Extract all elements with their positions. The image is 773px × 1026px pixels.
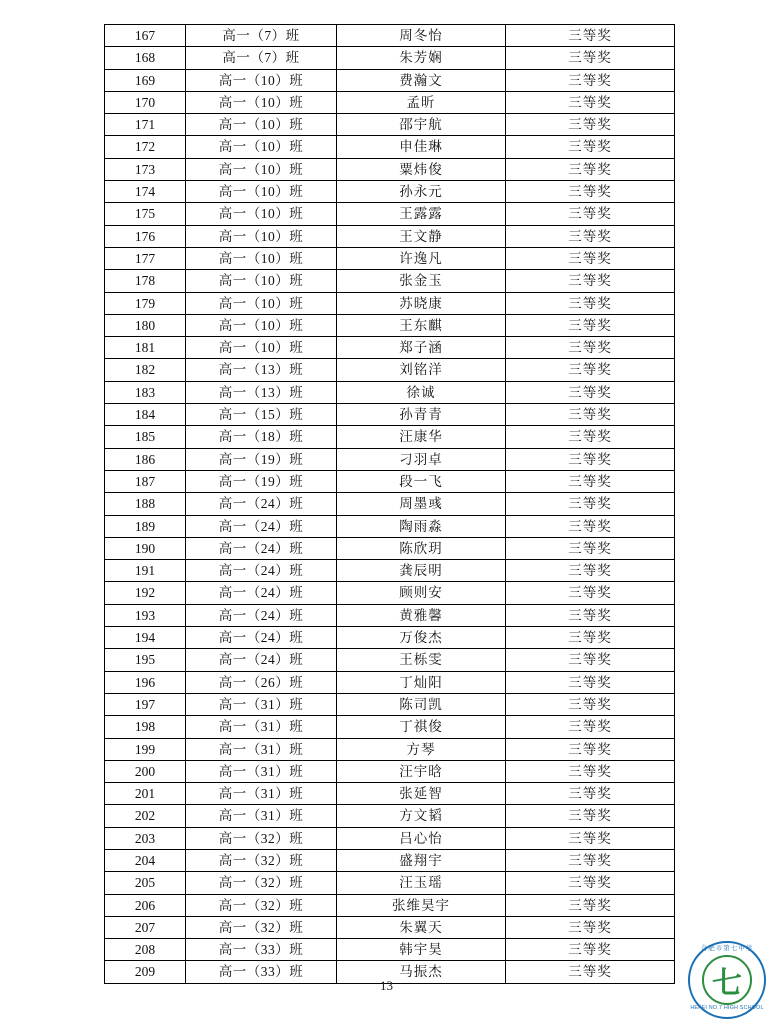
cell-class: 高一（31）班 <box>186 760 337 782</box>
cell-class: 高一（10）班 <box>186 247 337 269</box>
cell-class: 高一（24）班 <box>186 537 337 559</box>
cell-class: 高一（10）班 <box>186 91 337 113</box>
table-row <box>105 716 675 738</box>
cell-name: 张维昊宇 <box>337 894 506 916</box>
cell-number: 190 <box>105 537 186 559</box>
cell-number: 179 <box>105 292 186 314</box>
cell-name: 许逸凡 <box>337 247 506 269</box>
cell-class: 高一（24）班 <box>186 493 337 515</box>
cell-class: 高一（15）班 <box>186 404 337 426</box>
cell-award: 三等奖 <box>506 671 675 693</box>
table-row <box>105 337 675 359</box>
cell-name: 陈司凯 <box>337 693 506 715</box>
cell-number: 175 <box>105 203 186 225</box>
cell-number: 206 <box>105 894 186 916</box>
table-row <box>105 136 675 158</box>
cell-class: 高一（10）班 <box>186 136 337 158</box>
table-row <box>105 114 675 136</box>
cell-name: 刁羽卓 <box>337 448 506 470</box>
cell-name: 汪康华 <box>337 426 506 448</box>
cell-award: 三等奖 <box>506 381 675 403</box>
cell-name: 徐诚 <box>337 381 506 403</box>
cell-number: 176 <box>105 225 186 247</box>
cell-number: 191 <box>105 560 186 582</box>
cell-award: 三等奖 <box>506 136 675 158</box>
table-row <box>105 91 675 113</box>
cell-class: 高一（7）班 <box>186 25 337 47</box>
table-row <box>105 426 675 448</box>
cell-name: 孙永元 <box>337 181 506 203</box>
cell-award: 三等奖 <box>506 203 675 225</box>
cell-number: 200 <box>105 760 186 782</box>
cell-award: 三等奖 <box>506 693 675 715</box>
table-row <box>105 470 675 492</box>
cell-number: 185 <box>105 426 186 448</box>
table-row <box>105 916 675 938</box>
table-row <box>105 582 675 604</box>
cell-class: 高一（24）班 <box>186 649 337 671</box>
cell-name: 朱翼天 <box>337 916 506 938</box>
award-list-body <box>105 25 675 984</box>
cell-class: 高一（31）班 <box>186 716 337 738</box>
cell-class: 高一（33）班 <box>186 939 337 961</box>
cell-class: 高一（13）班 <box>186 381 337 403</box>
cell-award: 三等奖 <box>506 404 675 426</box>
table-row <box>105 627 675 649</box>
cell-award: 三等奖 <box>506 292 675 314</box>
cell-award: 三等奖 <box>506 537 675 559</box>
cell-number: 209 <box>105 961 186 983</box>
cell-number: 198 <box>105 716 186 738</box>
cell-award: 三等奖 <box>506 359 675 381</box>
cell-number: 189 <box>105 515 186 537</box>
cell-class: 高一（19）班 <box>186 448 337 470</box>
cell-award: 三等奖 <box>506 158 675 180</box>
cell-class: 高一（10）班 <box>186 181 337 203</box>
cell-class: 高一（24）班 <box>186 627 337 649</box>
cell-class: 高一（31）班 <box>186 738 337 760</box>
cell-name: 申佳琳 <box>337 136 506 158</box>
cell-number: 171 <box>105 114 186 136</box>
award-list-table <box>104 24 675 984</box>
cell-award: 三等奖 <box>506 114 675 136</box>
cell-award: 三等奖 <box>506 760 675 782</box>
table-row <box>105 872 675 894</box>
cell-name: 邵宇航 <box>337 114 506 136</box>
cell-number: 182 <box>105 359 186 381</box>
table-row <box>105 939 675 961</box>
cell-number: 187 <box>105 470 186 492</box>
seal-glyph-icon: 七 <box>712 967 742 1000</box>
cell-class: 高一（10）班 <box>186 314 337 336</box>
cell-number: 174 <box>105 181 186 203</box>
cell-class: 高一（24）班 <box>186 515 337 537</box>
cell-number: 167 <box>105 25 186 47</box>
cell-award: 三等奖 <box>506 738 675 760</box>
table-row <box>105 381 675 403</box>
table-row <box>105 404 675 426</box>
cell-name: 黄雅馨 <box>337 604 506 626</box>
cell-name: 马振杰 <box>337 961 506 983</box>
table-row <box>105 270 675 292</box>
cell-award: 三等奖 <box>506 225 675 247</box>
cell-number: 203 <box>105 827 186 849</box>
cell-award: 三等奖 <box>506 805 675 827</box>
table-row <box>105 359 675 381</box>
cell-number: 204 <box>105 849 186 871</box>
cell-name: 粟炜俊 <box>337 158 506 180</box>
table-row <box>105 849 675 871</box>
cell-name: 方琴 <box>337 738 506 760</box>
cell-class: 高一（10）班 <box>186 69 337 91</box>
cell-name: 孟昕 <box>337 91 506 113</box>
cell-award: 三等奖 <box>506 493 675 515</box>
cell-number: 173 <box>105 158 186 180</box>
cell-class: 高一（10）班 <box>186 292 337 314</box>
cell-class: 高一（26）班 <box>186 671 337 693</box>
table-row <box>105 314 675 336</box>
cell-class: 高一（31）班 <box>186 693 337 715</box>
table-row <box>105 203 675 225</box>
cell-award: 三等奖 <box>506 47 675 69</box>
cell-name: 周墨彧 <box>337 493 506 515</box>
cell-number: 208 <box>105 939 186 961</box>
cell-class: 高一（24）班 <box>186 560 337 582</box>
cell-class: 高一（31）班 <box>186 783 337 805</box>
table-row <box>105 894 675 916</box>
cell-class: 高一（10）班 <box>186 337 337 359</box>
cell-number: 201 <box>105 783 186 805</box>
cell-name: 丁灿阳 <box>337 671 506 693</box>
cell-award: 三等奖 <box>506 961 675 983</box>
cell-award: 三等奖 <box>506 894 675 916</box>
cell-award: 三等奖 <box>506 247 675 269</box>
cell-class: 高一（24）班 <box>186 604 337 626</box>
cell-name: 吕心怡 <box>337 827 506 849</box>
cell-name: 汪玉瑶 <box>337 872 506 894</box>
cell-award: 三等奖 <box>506 827 675 849</box>
cell-name: 丁祺俊 <box>337 716 506 738</box>
cell-number: 205 <box>105 872 186 894</box>
cell-class: 高一（10）班 <box>186 158 337 180</box>
table-row <box>105 783 675 805</box>
table-row <box>105 448 675 470</box>
table-row <box>105 671 675 693</box>
cell-name: 周冬怡 <box>337 25 506 47</box>
cell-name: 方文韬 <box>337 805 506 827</box>
cell-award: 三等奖 <box>506 270 675 292</box>
table-row <box>105 247 675 269</box>
cell-award: 三等奖 <box>506 470 675 492</box>
cell-class: 高一（32）班 <box>186 849 337 871</box>
cell-name: 顾则安 <box>337 582 506 604</box>
cell-number: 169 <box>105 69 186 91</box>
table-row <box>105 805 675 827</box>
cell-class: 高一（10）班 <box>186 225 337 247</box>
cell-number: 172 <box>105 136 186 158</box>
cell-name: 王东麒 <box>337 314 506 336</box>
cell-name: 陶雨淼 <box>337 515 506 537</box>
cell-number: 188 <box>105 493 186 515</box>
cell-award: 三等奖 <box>506 582 675 604</box>
table-row <box>105 493 675 515</box>
table-row <box>105 25 675 47</box>
cell-name: 王栎雯 <box>337 649 506 671</box>
cell-number: 197 <box>105 693 186 715</box>
cell-award: 三等奖 <box>506 448 675 470</box>
cell-award: 三等奖 <box>506 939 675 961</box>
cell-number: 180 <box>105 314 186 336</box>
school-seal-logo <box>688 941 768 1021</box>
cell-award: 三等奖 <box>506 337 675 359</box>
cell-award: 三等奖 <box>506 627 675 649</box>
table-row <box>105 47 675 69</box>
seal-bottom-text: HEFEI NO.7 HIGH SCHOOL <box>690 1005 764 1011</box>
cell-class: 高一（10）班 <box>186 114 337 136</box>
cell-class: 高一（10）班 <box>186 270 337 292</box>
cell-class: 高一（24）班 <box>186 582 337 604</box>
cell-number: 183 <box>105 381 186 403</box>
cell-class: 高一（19）班 <box>186 470 337 492</box>
cell-award: 三等奖 <box>506 515 675 537</box>
cell-award: 三等奖 <box>506 783 675 805</box>
cell-number: 184 <box>105 404 186 426</box>
cell-number: 186 <box>105 448 186 470</box>
cell-number: 181 <box>105 337 186 359</box>
table-row <box>105 560 675 582</box>
cell-name: 张延智 <box>337 783 506 805</box>
cell-number: 193 <box>105 604 186 626</box>
cell-class: 高一（7）班 <box>186 47 337 69</box>
cell-name: 万俊杰 <box>337 627 506 649</box>
cell-number: 207 <box>105 916 186 938</box>
cell-name: 龚辰明 <box>337 560 506 582</box>
table-row <box>105 760 675 782</box>
cell-award: 三等奖 <box>506 849 675 871</box>
cell-award: 三等奖 <box>506 426 675 448</box>
cell-award: 三等奖 <box>506 314 675 336</box>
cell-class: 高一（32）班 <box>186 827 337 849</box>
page-number: 13 <box>380 978 393 993</box>
cell-number: 202 <box>105 805 186 827</box>
cell-name: 苏晓康 <box>337 292 506 314</box>
cell-award: 三等奖 <box>506 604 675 626</box>
cell-award: 三等奖 <box>506 25 675 47</box>
cell-name: 孙青青 <box>337 404 506 426</box>
table-row <box>105 649 675 671</box>
table-row <box>105 537 675 559</box>
cell-name: 朱芳娴 <box>337 47 506 69</box>
cell-award: 三等奖 <box>506 69 675 91</box>
cell-name: 盛翔宇 <box>337 849 506 871</box>
cell-award: 三等奖 <box>506 872 675 894</box>
cell-name: 张金玉 <box>337 270 506 292</box>
table-row <box>105 604 675 626</box>
cell-number: 178 <box>105 270 186 292</box>
table-row <box>105 515 675 537</box>
cell-class: 高一（31）班 <box>186 805 337 827</box>
cell-number: 196 <box>105 671 186 693</box>
cell-class: 高一（18）班 <box>186 426 337 448</box>
table-row <box>105 181 675 203</box>
cell-name: 汪宇晗 <box>337 760 506 782</box>
table-row <box>105 158 675 180</box>
cell-number: 192 <box>105 582 186 604</box>
cell-award: 三等奖 <box>506 716 675 738</box>
cell-class: 高一（33）班 <box>186 961 337 983</box>
cell-name: 陈欣玥 <box>337 537 506 559</box>
cell-number: 168 <box>105 47 186 69</box>
cell-name: 王露露 <box>337 203 506 225</box>
cell-name: 郑子涵 <box>337 337 506 359</box>
cell-name: 王文静 <box>337 225 506 247</box>
cell-number: 195 <box>105 649 186 671</box>
cell-class: 高一（13）班 <box>186 359 337 381</box>
cell-name: 刘铭洋 <box>337 359 506 381</box>
cell-name: 费瀚文 <box>337 69 506 91</box>
cell-number: 170 <box>105 91 186 113</box>
cell-award: 三等奖 <box>506 560 675 582</box>
cell-class: 高一（32）班 <box>186 894 337 916</box>
table-row <box>105 225 675 247</box>
cell-number: 194 <box>105 627 186 649</box>
cell-award: 三等奖 <box>506 181 675 203</box>
table-row <box>105 69 675 91</box>
cell-award: 三等奖 <box>506 916 675 938</box>
cell-class: 高一（32）班 <box>186 872 337 894</box>
seal-top-text: 合肥市第七中学 <box>700 945 754 952</box>
cell-class: 高一（32）班 <box>186 916 337 938</box>
table-row <box>105 738 675 760</box>
cell-name: 韩宇昊 <box>337 939 506 961</box>
cell-award: 三等奖 <box>506 91 675 113</box>
table-row <box>105 693 675 715</box>
cell-number: 177 <box>105 247 186 269</box>
cell-number: 199 <box>105 738 186 760</box>
table-row <box>105 292 675 314</box>
cell-class: 高一（10）班 <box>186 203 337 225</box>
table-row <box>105 827 675 849</box>
cell-name: 段一飞 <box>337 470 506 492</box>
cell-award: 三等奖 <box>506 649 675 671</box>
